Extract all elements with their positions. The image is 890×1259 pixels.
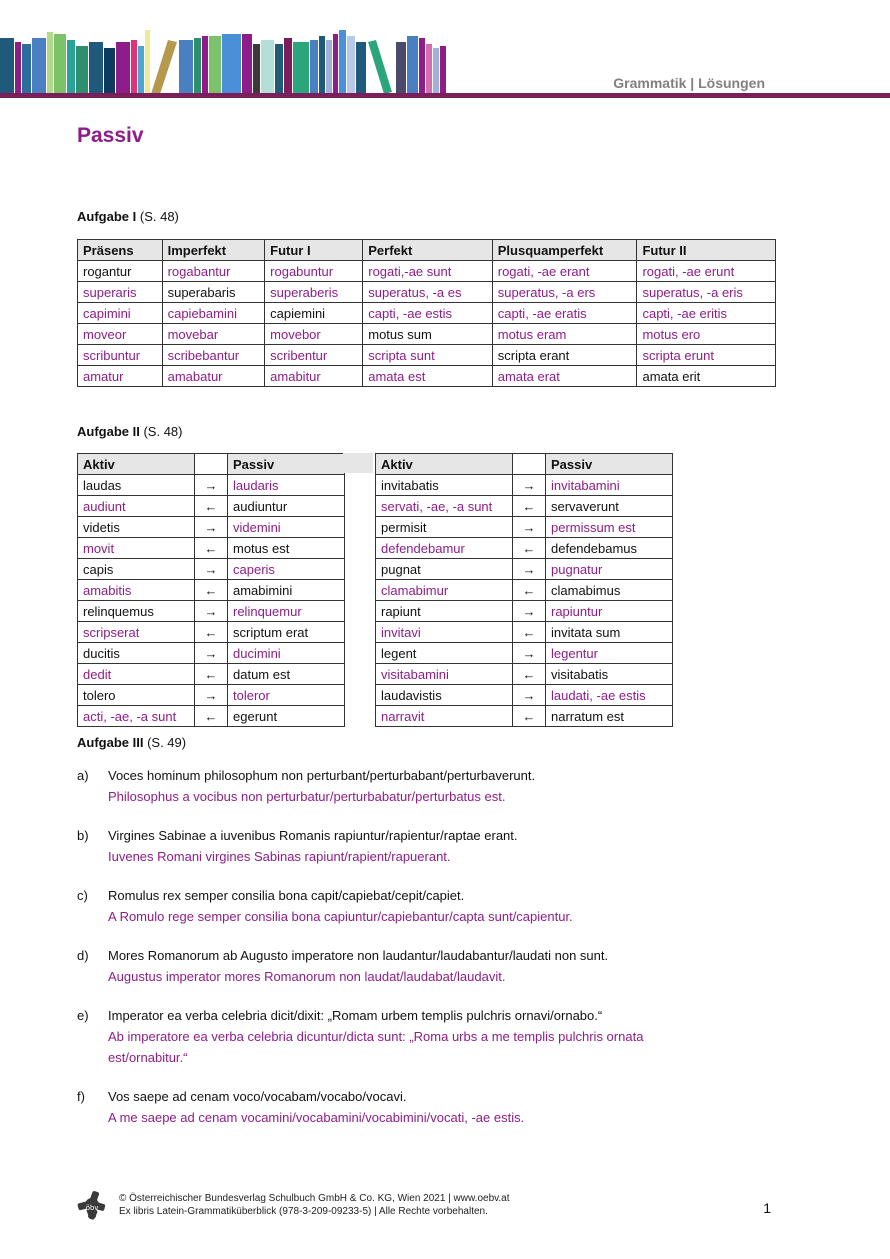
- passiv-cell: amabimini: [228, 580, 345, 601]
- table-cell: movebor: [265, 324, 363, 345]
- table-cell: amatur: [78, 366, 163, 387]
- table-cell: capimini: [78, 303, 163, 324]
- passiv-cell: audiuntur: [228, 496, 345, 517]
- aktiv-cell: servati, -ae, -a sunt: [376, 496, 513, 517]
- table-row: [376, 622, 673, 643]
- exercise-label: e): [77, 1008, 89, 1023]
- arrow-right-icon: →: [513, 559, 546, 580]
- logo-text: öbv: [85, 1204, 99, 1212]
- aufgabe3-page: (S. 49): [147, 735, 187, 750]
- arrow-left-icon: ←: [195, 538, 228, 559]
- exercise-item: [77, 825, 777, 867]
- aufgabe2-heading: [77, 424, 182, 439]
- arrow-right-icon: →: [195, 475, 228, 496]
- active-passive-table-right: [375, 453, 673, 727]
- table-cell: motus sum: [363, 324, 493, 345]
- table-row: [78, 622, 345, 643]
- table-row: [78, 580, 345, 601]
- col-header: Perfekt: [363, 240, 493, 261]
- table-cell: superabaris: [162, 282, 265, 303]
- aktiv-cell: narravit: [376, 706, 513, 727]
- arrow-right-icon: →: [513, 517, 546, 538]
- aktiv-cell: videtis: [78, 517, 195, 538]
- arrow-right-icon: →: [513, 643, 546, 664]
- col-passiv: Passiv: [228, 454, 345, 475]
- passiv-cell: laudati, -ae estis: [546, 685, 673, 706]
- passiv-cell: clamabimus: [546, 580, 673, 601]
- table-row: [78, 538, 345, 559]
- table-cell: scribentur: [265, 345, 363, 366]
- aktiv-cell: legent: [376, 643, 513, 664]
- table-cell: amata est: [363, 366, 493, 387]
- passiv-cell: videmini: [228, 517, 345, 538]
- table-cell: amata erit: [637, 366, 776, 387]
- table-cell: scripta erunt: [637, 345, 776, 366]
- exercise-label: f): [77, 1089, 85, 1104]
- table-row: [78, 496, 345, 517]
- table-cell: rogati, -ae erunt: [637, 261, 776, 282]
- table-row: [376, 706, 673, 727]
- table-row: [376, 538, 673, 559]
- passiv-cell: visitabatis: [546, 664, 673, 685]
- passiv-cell: datum est: [228, 664, 345, 685]
- table-row: [78, 664, 345, 685]
- aktiv-cell: dedit: [78, 664, 195, 685]
- col-passiv: Passiv: [546, 454, 673, 475]
- table-row: [376, 601, 673, 622]
- exercise-answer: Augustus imperator mores Romanorum non laudat/laudabat/laudavit.: [108, 969, 506, 984]
- passiv-cell: relinquemur: [228, 601, 345, 622]
- arrow-right-icon: →: [195, 601, 228, 622]
- col-header: Plusquamperfekt: [492, 240, 637, 261]
- aufgabe1-page: (S. 48): [139, 209, 179, 224]
- table-cell: capti, -ae eritis: [637, 303, 776, 324]
- passiv-cell: laudaris: [228, 475, 345, 496]
- col-header: Futur II: [637, 240, 776, 261]
- table-row: [78, 261, 776, 282]
- arrow-right-icon: →: [195, 517, 228, 538]
- footer: [77, 1192, 510, 1218]
- passiv-cell: rapiuntur: [546, 601, 673, 622]
- active-passive-table-left: [77, 453, 345, 727]
- arrow-right-icon: →: [513, 475, 546, 496]
- arrow-left-icon: ←: [513, 664, 546, 685]
- table-cell: rogati, -ae erant: [492, 261, 637, 282]
- table-row: [78, 706, 345, 727]
- bookshelf-banner: [0, 28, 450, 94]
- table-cell: capti, -ae estis: [363, 303, 493, 324]
- exercise-sentence: Mores Romanorum ab Augusto imperatore non laudantur/laudabantur/laudati non sunt.: [108, 948, 609, 963]
- table-cell: superaberis: [265, 282, 363, 303]
- passiv-cell: toleror: [228, 685, 345, 706]
- arrow-left-icon: ←: [195, 706, 228, 727]
- exercise-sentence: Vos saepe ad cenam voco/vocabam/vocabo/vocavi.: [108, 1089, 407, 1104]
- passiv-cell: motus est: [228, 538, 345, 559]
- table-row: [78, 517, 345, 538]
- aktiv-cell: ducitis: [78, 643, 195, 664]
- exercise-label: c): [77, 888, 88, 903]
- arrow-left-icon: ←: [513, 622, 546, 643]
- table-cell: superatus, -a eris: [637, 282, 776, 303]
- exercise-sentence: Romulus rex semper consilia bona capit/capiebat/cepit/capiet.: [108, 888, 465, 903]
- table-row: [78, 345, 776, 366]
- table-cell: scribuntur: [78, 345, 163, 366]
- header-label: Grammatik | Lösungen: [613, 75, 765, 91]
- aufgabe2-title: Aufgabe II: [77, 424, 140, 439]
- table-row: [376, 685, 673, 706]
- aktiv-cell: scripserat: [78, 622, 195, 643]
- arrow-left-icon: ←: [513, 706, 546, 727]
- passiv-cell: narratum est: [546, 706, 673, 727]
- table-row: [78, 601, 345, 622]
- table-cell: scripta sunt: [363, 345, 493, 366]
- arrow-left-icon: ←: [195, 496, 228, 517]
- aktiv-cell: clamabimur: [376, 580, 513, 601]
- aktiv-cell: relinquemus: [78, 601, 195, 622]
- arrow-right-icon: →: [195, 643, 228, 664]
- aktiv-cell: capis: [78, 559, 195, 580]
- col-header: Präsens: [78, 240, 163, 261]
- table-row: [376, 559, 673, 580]
- table-row: [376, 517, 673, 538]
- exercise-answer: Ab imperatore ea verba celebria dicuntur/dicta sunt: „Roma urbs a me templis pulchris ornata est/ornabitur.“: [108, 1029, 644, 1065]
- aktiv-cell: movit: [78, 538, 195, 559]
- exercise-label: b): [77, 828, 89, 843]
- page-title: Passiv: [77, 124, 144, 147]
- exercise-sentence: Imperator ea verba celebria dicit/dixit: „Romam urbem templis pulchris ornavi/ornabo.“: [108, 1008, 603, 1023]
- aktiv-cell: permisit: [376, 517, 513, 538]
- exercise-sentence: Voces hominum philosophum non perturbant/perturbabant/perturbaverunt.: [108, 768, 536, 783]
- passiv-cell: egerunt: [228, 706, 345, 727]
- table-cell: rogabantur: [162, 261, 265, 282]
- table-row: [78, 559, 345, 580]
- col-arrow: [195, 454, 228, 475]
- exercise-answer: Philosophus a vocibus non perturbatur/perturbabatur/perturbatus est.: [108, 789, 506, 804]
- aufgabe3-heading: [77, 735, 186, 750]
- col-header: Imperfekt: [162, 240, 265, 261]
- table-cell: amata erat: [492, 366, 637, 387]
- col-arrow: [513, 454, 546, 475]
- table-cell: superatus, -a es: [363, 282, 493, 303]
- table-cell: scribebantur: [162, 345, 265, 366]
- table-cell: movebar: [162, 324, 265, 345]
- aufgabe1-title: Aufgabe I: [77, 209, 137, 224]
- aktiv-cell: acti, -ae, -a sunt: [78, 706, 195, 727]
- aktiv-cell: laudavistis: [376, 685, 513, 706]
- passiv-cell: pugnatur: [546, 559, 673, 580]
- table-cell: rogabuntur: [265, 261, 363, 282]
- exercise-answer: Iuvenes Romani virgines Sabinas rapiunt/rapient/rapuerant.: [108, 849, 451, 864]
- table-cell: capti, -ae eratis: [492, 303, 637, 324]
- col-aktiv: Aktiv: [376, 454, 513, 475]
- passiv-cell: legentur: [546, 643, 673, 664]
- aktiv-cell: pugnat: [376, 559, 513, 580]
- table-cell: rogantur: [78, 261, 163, 282]
- arrow-left-icon: ←: [195, 580, 228, 601]
- passiv-cell: scriptum erat: [228, 622, 345, 643]
- arrow-right-icon: →: [513, 601, 546, 622]
- exercise-item: [77, 765, 777, 807]
- table-row: [376, 643, 673, 664]
- aktiv-cell: audiunt: [78, 496, 195, 517]
- aktiv-cell: invitabatis: [376, 475, 513, 496]
- aktiv-cell: amabitis: [78, 580, 195, 601]
- passiv-cell: permissum est: [546, 517, 673, 538]
- table-row: [78, 366, 776, 387]
- aufgabe1-heading: [77, 209, 179, 224]
- passiv-cell: invitata sum: [546, 622, 673, 643]
- table-cell: superatus, -a ers: [492, 282, 637, 303]
- table-cell: moveor: [78, 324, 163, 345]
- passiv-cell: caperis: [228, 559, 345, 580]
- table-cell: amabitur: [265, 366, 363, 387]
- table-row: [376, 496, 673, 517]
- col-header: Futur I: [265, 240, 363, 261]
- passiv-cell: invitabamini: [546, 475, 673, 496]
- arrow-left-icon: ←: [513, 580, 546, 601]
- table-cell: scripta erant: [492, 345, 637, 366]
- aktiv-cell: rapiunt: [376, 601, 513, 622]
- arrow-right-icon: →: [195, 559, 228, 580]
- arrow-right-icon: →: [513, 685, 546, 706]
- page-number: 1: [763, 1200, 771, 1216]
- table-cell: rogati,-ae sunt: [363, 261, 493, 282]
- header-rule: [0, 93, 890, 98]
- table-row: [78, 324, 776, 345]
- table-gap-shade: [343, 453, 373, 473]
- arrow-left-icon: ←: [195, 622, 228, 643]
- table-row: [78, 303, 776, 324]
- exercise-answer: A me saepe ad cenam vocamini/vocabamini/vocabimini/vocati, -ae estis.: [108, 1110, 525, 1125]
- table-row: [376, 475, 673, 496]
- table-cell: amabatur: [162, 366, 265, 387]
- table-row: [376, 664, 673, 685]
- table-row: [78, 685, 345, 706]
- table-cell: motus eram: [492, 324, 637, 345]
- aufgabe3-title: Aufgabe III: [77, 735, 144, 750]
- aktiv-cell: laudas: [78, 475, 195, 496]
- table-row: [78, 282, 776, 303]
- aktiv-cell: invitavi: [376, 622, 513, 643]
- arrow-left-icon: ←: [513, 538, 546, 559]
- passiv-cell: ducimini: [228, 643, 345, 664]
- table-cell: capiemini: [265, 303, 363, 324]
- footer-rights: Ex libris Latein-Grammatiküberblick (978-3-209-09233-5) | Alle Rechte vorbehalten.: [119, 1206, 488, 1217]
- aufgabe2-page: (S. 48): [143, 424, 183, 439]
- aktiv-cell: defendebamur: [376, 538, 513, 559]
- table-cell: motus ero: [637, 324, 776, 345]
- table-cell: capiebamini: [162, 303, 265, 324]
- exercise-item: [77, 1005, 777, 1068]
- arrow-left-icon: ←: [513, 496, 546, 517]
- exercise-label: a): [77, 768, 89, 783]
- exercise-answer: A Romulo rege semper consilia bona capiuntur/capiebantur/capta sunt/capientur.: [108, 909, 573, 924]
- exercise-label: d): [77, 948, 89, 963]
- table-row: [78, 643, 345, 664]
- footer-copyright: © Österreichischer Bundesverlag Schulbuch GmbH & Co. KG, Wien 2021 | www.oebv.at: [119, 1193, 510, 1204]
- arrow-left-icon: ←: [195, 664, 228, 685]
- col-aktiv: Aktiv: [78, 454, 195, 475]
- exercise-sentence: Virgines Sabinae a iuvenibus Romanis rapiuntur/rapientur/raptae erant.: [108, 828, 518, 843]
- passiv-cell: servaverunt: [546, 496, 673, 517]
- aktiv-cell: visitabamini: [376, 664, 513, 685]
- passiv-cell: defendebamus: [546, 538, 673, 559]
- arrow-right-icon: →: [195, 685, 228, 706]
- exercise-item: [77, 945, 777, 987]
- aktiv-cell: tolero: [78, 685, 195, 706]
- exercise-item: [77, 885, 777, 927]
- table-row: [78, 475, 345, 496]
- conjugation-table: [77, 239, 776, 387]
- exercise-item: [77, 1086, 777, 1128]
- table-row: [376, 580, 673, 601]
- table-cell: superaris: [78, 282, 163, 303]
